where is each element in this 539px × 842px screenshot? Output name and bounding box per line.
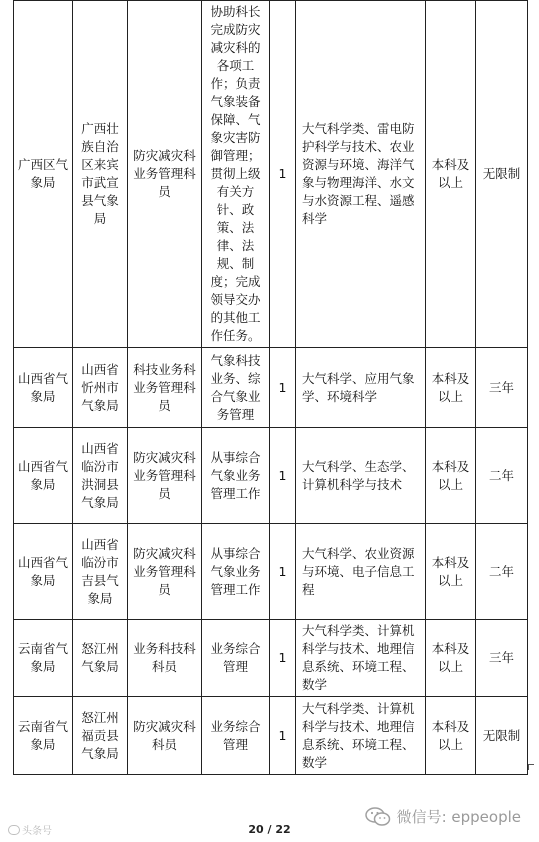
table-row: [14, 1, 528, 348]
duties-cell: 气象科技业务、综合气象业务管理: [202, 348, 270, 428]
major-cell: 大气科学类、雷电防护科学与技术、农业资源与环境、海洋气象与物理海洋、水文与水资源工程、遥感科学: [296, 1, 426, 348]
location-cell: 山西省临汾市吉县气象局: [73, 524, 128, 620]
experience-cell: 二年: [476, 428, 528, 524]
major-cell: 大气科学类、计算机科学与技术、地理信息系统、环境工程、数学: [296, 697, 426, 775]
location-cell: 山西省临汾市洪洞县气象局: [73, 428, 128, 524]
duties-cell: 从事综合气象业务管理工作: [202, 428, 270, 524]
duties-cell: 协助科长完成防灾减灾科的各项工作；负责气象装备保障、气象灾害防御管理；贯彻上级有关方针、政策、法律、法规、制度；完成领导交办的其他工作任务。: [202, 1, 270, 348]
location-cell: 广西壮族自治区来宾市武宣县气象局: [73, 1, 128, 348]
duties-cell: 业务综合管理: [202, 620, 270, 697]
table-row: [14, 697, 528, 775]
page-number: 20 / 22: [248, 823, 291, 836]
duties-cell: 业务综合管理: [202, 697, 270, 775]
table-row: [14, 620, 528, 697]
position-cell: 防灾减灾科业务管理科员: [128, 1, 202, 348]
experience-cell: 无限制: [476, 697, 528, 775]
position-cell: 科技业务科业务管理科员: [128, 348, 202, 428]
watermark-right-text: 微信号: eppeople: [396, 808, 521, 826]
education-cell: 本科及以上: [426, 620, 476, 697]
watermark-left-text: 头条号: [22, 826, 52, 837]
unit-cell: 云南省气象局: [14, 697, 73, 775]
experience-cell: 二年: [476, 524, 528, 620]
location-cell: 怒江州福贡县气象局: [73, 697, 128, 775]
count-cell: 1: [270, 428, 296, 524]
unit-cell: 广西区气象局: [14, 1, 73, 348]
education-cell: 本科及以上: [426, 1, 476, 348]
table-row: [14, 428, 528, 524]
location-cell: 山西省忻州市气象局: [73, 348, 128, 428]
major-cell: 大气科学、农业资源与环境、电子信息工程: [296, 524, 426, 620]
watermark-right: [365, 806, 521, 827]
unit-cell: 山西省气象局: [14, 348, 73, 428]
count-cell: 1: [270, 524, 296, 620]
count-cell: 1: [270, 348, 296, 428]
count-cell: 1: [270, 1, 296, 348]
education-cell: 本科及以上: [426, 348, 476, 428]
duties-cell: 从事综合气象业务管理工作: [202, 524, 270, 620]
education-cell: 本科及以上: [426, 697, 476, 775]
major-cell: 大气科学类、计算机科学与技术、地理信息系统、环境工程、数学: [296, 620, 426, 697]
page-corner-mark: [528, 764, 534, 770]
count-cell: 1: [270, 620, 296, 697]
unit-cell: 山西省气象局: [14, 428, 73, 524]
experience-cell: 三年: [476, 348, 528, 428]
major-cell: 大气科学、应用气象学、环境科学: [296, 348, 426, 428]
education-cell: 本科及以上: [426, 428, 476, 524]
position-table: [13, 0, 528, 775]
wechat-icon: [365, 807, 391, 827]
education-cell: 本科及以上: [426, 524, 476, 620]
position-cell: 防灾减灾科科员: [128, 697, 202, 775]
location-cell: 怒江州气象局: [73, 620, 128, 697]
position-cell: 业务科技科科员: [128, 620, 202, 697]
table-row: [14, 348, 528, 428]
experience-cell: 三年: [476, 620, 528, 697]
count-cell: 1: [270, 697, 296, 775]
major-cell: 大气科学、生态学、计算机科学与技术: [296, 428, 426, 524]
position-cell: 防灾减灾科业务管理科员: [128, 524, 202, 620]
unit-cell: 云南省气象局: [14, 620, 73, 697]
position-cell: 防灾减灾科业务管理科员: [128, 428, 202, 524]
table-row: [14, 524, 528, 620]
unit-cell: 山西省气象局: [14, 524, 73, 620]
experience-cell: 无限制: [476, 1, 528, 348]
